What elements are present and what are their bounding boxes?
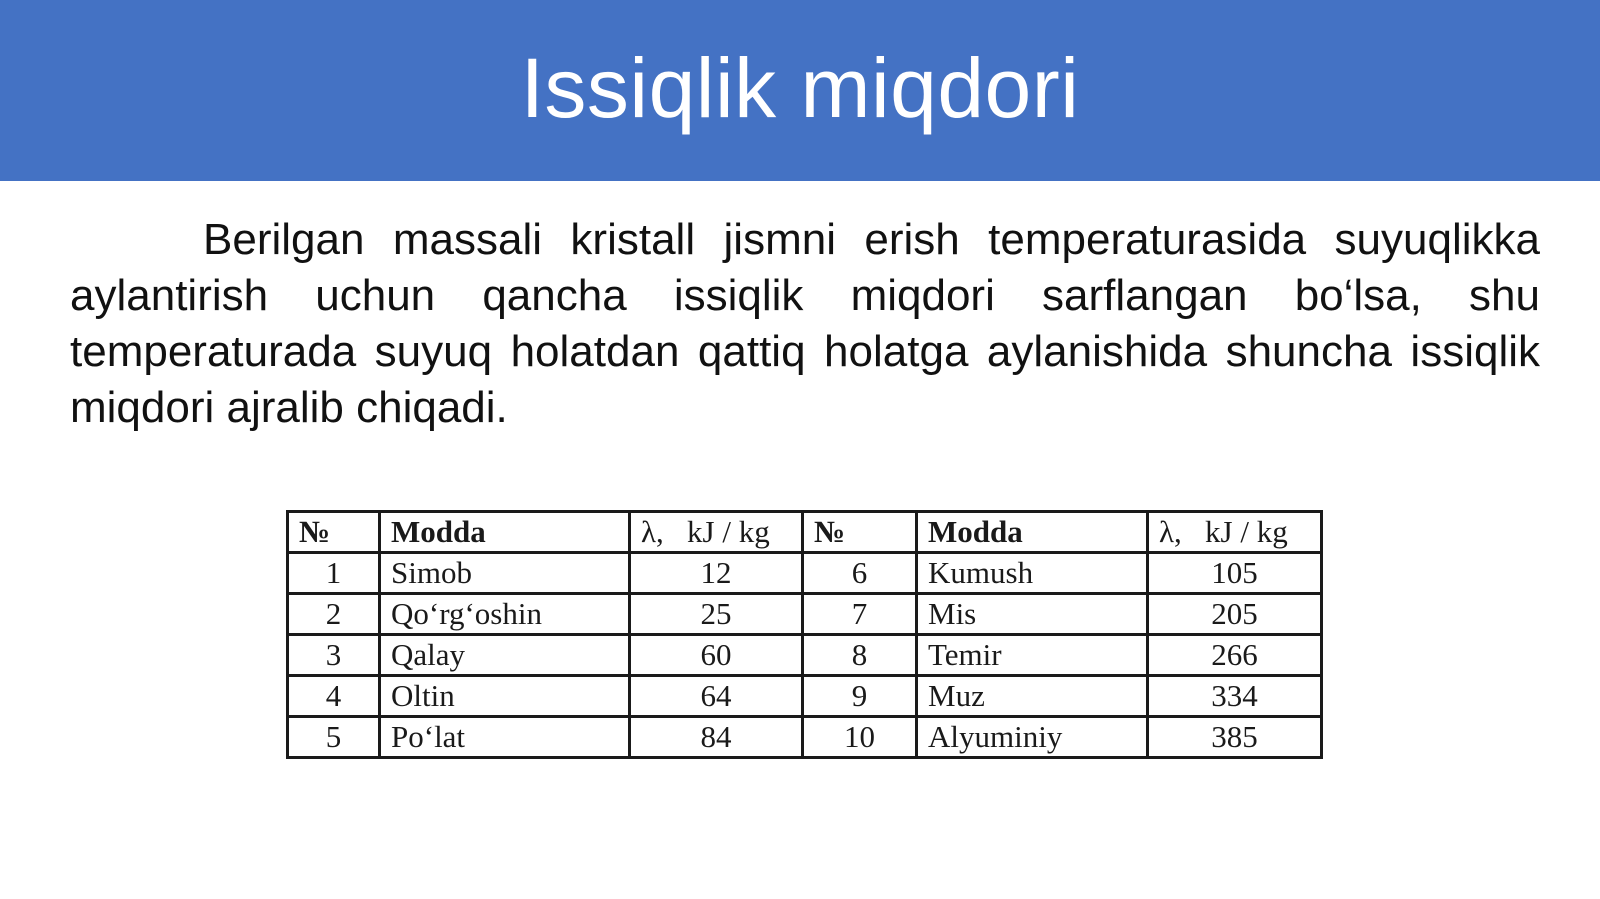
table-row bbox=[288, 594, 1322, 635]
header-substance-right: Modda bbox=[917, 512, 1148, 553]
cell-lambda: 334 bbox=[1148, 676, 1322, 717]
cell-lambda: 12 bbox=[630, 553, 803, 594]
table-header-row bbox=[288, 512, 1322, 553]
cell-number: 4 bbox=[288, 676, 380, 717]
header-substance-left: Modda bbox=[380, 512, 630, 553]
cell-substance: Alyuminiy bbox=[917, 717, 1148, 758]
cell-substance: Muz bbox=[917, 676, 1148, 717]
cell-substance: Kumush bbox=[917, 553, 1148, 594]
header-number-right: № bbox=[803, 512, 917, 553]
cell-lambda: 205 bbox=[1148, 594, 1322, 635]
cell-number: 7 bbox=[803, 594, 917, 635]
cell-lambda: 105 bbox=[1148, 553, 1322, 594]
cell-number: 6 bbox=[803, 553, 917, 594]
cell-lambda: 64 bbox=[630, 676, 803, 717]
cell-substance: Qalay bbox=[380, 635, 630, 676]
header-lambda-left: λ, kJ / kg bbox=[630, 512, 803, 553]
cell-number: 2 bbox=[288, 594, 380, 635]
table-row bbox=[288, 717, 1322, 758]
cell-substance: Po‘lat bbox=[380, 717, 630, 758]
cell-number: 10 bbox=[803, 717, 917, 758]
cell-substance: Mis bbox=[917, 594, 1148, 635]
table-row bbox=[288, 635, 1322, 676]
cell-substance: Qo‘rg‘oshin bbox=[380, 594, 630, 635]
cell-number: 8 bbox=[803, 635, 917, 676]
cell-number: 1 bbox=[288, 553, 380, 594]
slide-title: Issiqlik miqdori bbox=[520, 41, 1080, 135]
header-number-left: № bbox=[288, 512, 380, 553]
cell-lambda: 385 bbox=[1148, 717, 1322, 758]
cell-substance: Simob bbox=[380, 553, 630, 594]
latent-heat-table bbox=[286, 510, 1323, 759]
cell-lambda: 266 bbox=[1148, 635, 1322, 676]
cell-number: 9 bbox=[803, 676, 917, 717]
title-banner bbox=[0, 0, 1600, 181]
cell-number: 5 bbox=[288, 717, 380, 758]
cell-substance: Temir bbox=[917, 635, 1148, 676]
table-row bbox=[288, 676, 1322, 717]
cell-number: 3 bbox=[288, 635, 380, 676]
cell-lambda: 60 bbox=[630, 635, 803, 676]
cell-substance: Oltin bbox=[380, 676, 630, 717]
header-lambda-right: λ, kJ / kg bbox=[1148, 512, 1322, 553]
body-paragraph: Berilgan massali kristall jismni erish temperaturasida suyuqlikka aylantirish uchun qancha issiqlik miqdori sarflangan bo‘lsa, shu temperaturada suyuq holatdan qattiq holatga aylanishida shuncha issiqlik miqdori ajralib chiqadi. bbox=[70, 215, 1540, 432]
table-row bbox=[288, 553, 1322, 594]
cell-lambda: 25 bbox=[630, 594, 803, 635]
latent-heat-table-container bbox=[286, 510, 1323, 759]
cell-lambda: 84 bbox=[630, 717, 803, 758]
